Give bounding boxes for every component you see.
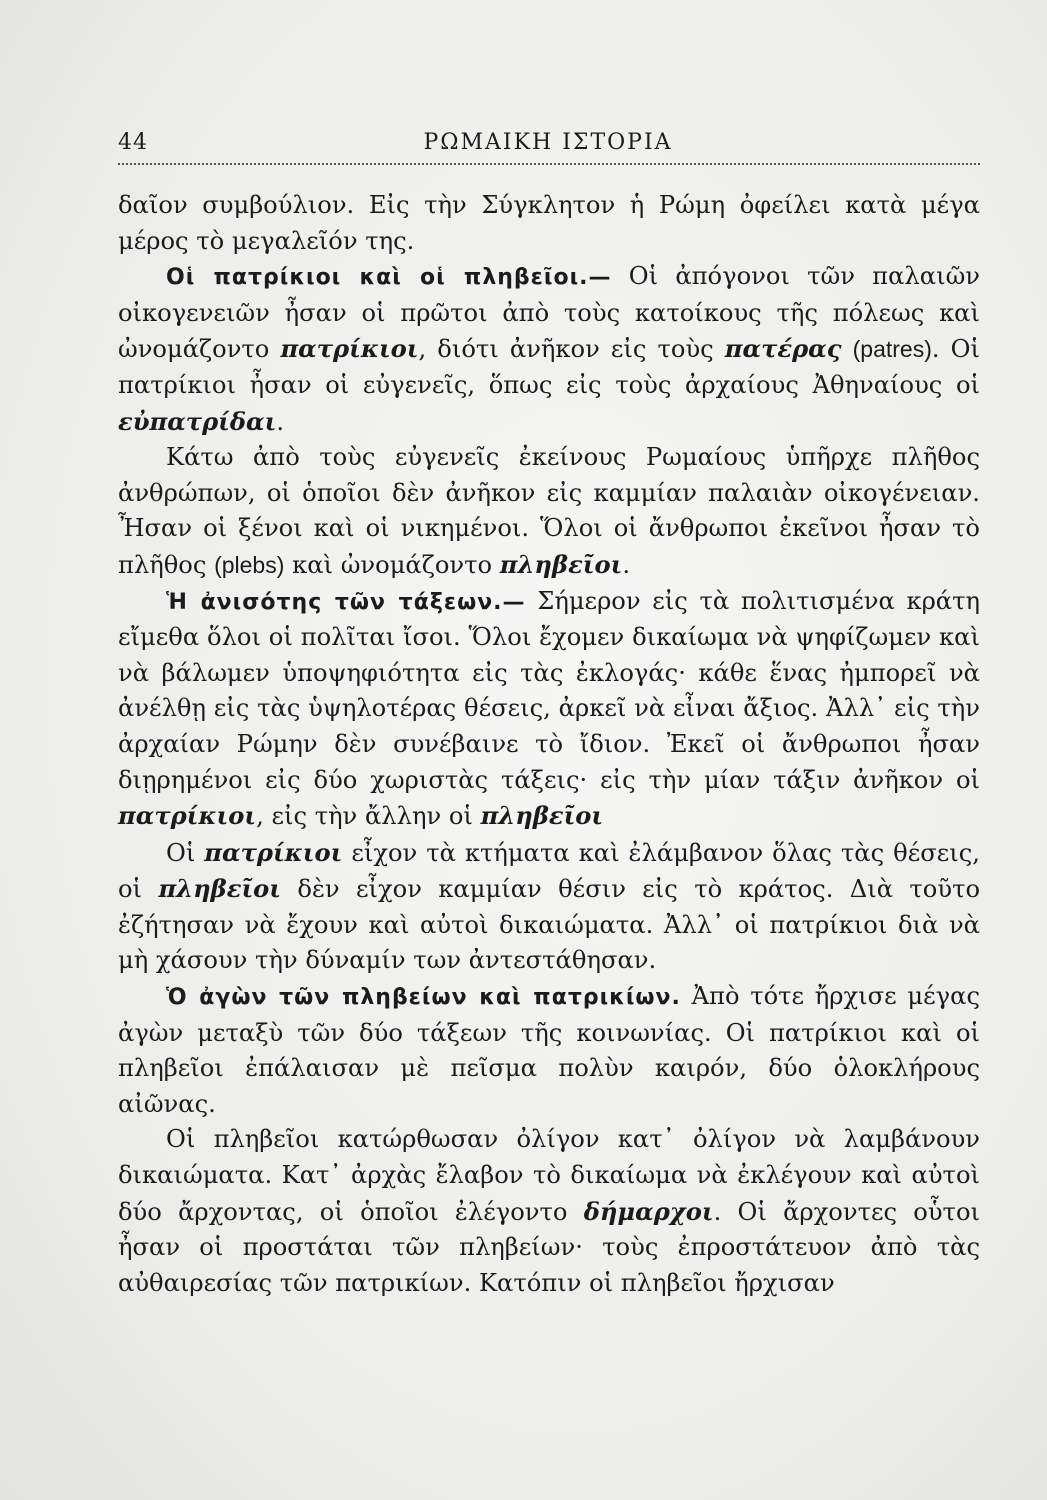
- paragraph-3: Κάτω ἀπὸ τοὺς εὐγενεῖς ἐκείνους Ρωμαίους ὑπῆρχε πλῆθος ἀνθρώπων, οἱ ὁποῖοι δὲν ἀνῆκον εἰς καμμίαν παλαιὰν οἰκογένειαν. Ἦσαν οἱ ξένοι καὶ οἱ νικημένοι. Ὅλοι οἱ ἄνθρωποι ἐκεῖνοι ἦσαν τὸ πλῆθος (plebs) καὶ ὠνομάζοντο πληβεῖοι.: [118, 443, 980, 579]
- section-heading-patricians-plebeians: Οἱ πατρίκιοι καὶ οἱ πληβεῖοι.—: [166, 265, 612, 291]
- paragraph-6: Ὁ ἀγὼν τῶν πληβείων καὶ πατρικίων. Ἀπὸ τότε ἤρχισε μέγας ἀγὼν μεταξὺ τῶν δύο τάξεων τῆς κοινωνίας. Οἱ πατρίκιοι καὶ οἱ πληβεῖοι ἐπάλαισαν μὲ πεῖσμα πολὺν καιρόν, δύο ὁλοκλήρους αἰῶνας.: [118, 982, 980, 1118]
- term-plebeioi: πληβεῖοι: [480, 801, 604, 831]
- paragraph-2: Οἱ πατρίκιοι καὶ οἱ πληβεῖοι.— Οἱ ἀπόγονοι τῶν παλαιῶν οἰκογενειῶν ἦσαν οἱ πρῶτοι ἀπὸ τοὺς κατοίκους τῆς πόλεως καὶ ὠνομάζοντο πατρίκιοι, διότι ἀνῆκον εἰς τοὺς πατέρας (patres). Οἱ πατρίκιοι ἦσαν οἱ εὐγενεῖς, ὅπως εἰς τοὺς ἀρχαίους Ἀθηναίους οἱ εὐπατρίδαι.: [118, 262, 980, 436]
- section-heading-struggle: Ὁ ἀγὼν τῶν πληβείων καὶ πατρικίων.: [166, 985, 681, 1011]
- term-patrikioi: πατρίκιοι: [118, 801, 257, 831]
- running-title: ΡΩΜΑΙΚΗ ΙΣΤΟΡΙΑ: [423, 130, 673, 155]
- latin-plebs: (plebs): [214, 551, 285, 578]
- paragraph-5: Οἱ πατρίκιοι εἶχον τὰ κτήματα καὶ ἐλάμβανον ὅλας τὰς θέσεις, οἱ πληβεῖοι δὲν εἶχον καμμίαν θέσιν εἰς τὸ κράτος. Διὰ τοῦτο ἐζήτησαν νὰ ἔχουν καὶ αὐτοὶ δικαιώματα. Ἀλλ᾿ οἱ πατρίκιοι διὰ νὰ μὴ χάσουν τὴν δύναμίν των ἀντεστάθησαν.: [118, 837, 981, 975]
- page-header: [118, 130, 978, 162]
- term-patrikioi: πατρίκιοι: [280, 334, 419, 364]
- term-plebeioi: πληβεῖοι: [158, 874, 281, 904]
- term-patrikioi: πατρίκιοι: [204, 837, 343, 867]
- term-eupatridai: εὐπατρίδαι: [118, 406, 277, 436]
- paragraph-1: δαῖον συμβούλιον. Εἰς τὴν Σύγκλητον ἡ Ρώμη ὀφείλει κατὰ μέγα μέρος τὸ μεγαλεῖόν της.: [118, 191, 980, 255]
- term-pateras: πατέρας: [724, 334, 842, 364]
- term-demarchoi: δήμαρχοι: [583, 1196, 714, 1226]
- paragraph-4: Ἡ ἀνισότης τῶν τάξεων.— Σήμερον εἰς τὰ πολιτισμένα κράτη εἴμεθα ὅλοι οἱ πολῖται ἴσοι. Ὅλοι ἔχομεν δικαίωμα νὰ ψηφίζωμεν καὶ νὰ βάλωμεν ὑποψηφιότητα εἰς τὰς ἐκλογάς· κάθε ἕνας ἠμπορεῖ νὰ ἀνέλθῃ εἰς τὰς ὑψηλοτέρας θέσεις, ἀρκεῖ νὰ εἶναι ἄξιος. Ἀλλ᾿ εἰς τὴν ἀρχαίαν Ρώμην δὲν συνέβαινε τὸ ἴδιον. Ἐκεῖ οἱ ἄνθρωποι ἦσαν διῃρημένοι εἰς δύο χωριστὰς τάξεις· εἰς τὴν μίαν τάξιν ἀνῆκον οἱ πατρίκιοι, εἰς τὴν ἄλλην οἱ πληβεῖοι: [118, 586, 981, 831]
- latin-patres: (patres): [852, 336, 932, 363]
- page-number: 44: [118, 130, 148, 155]
- section-heading-class-inequality: Ἡ ἀνισότης τῶν τάξεων.—: [166, 589, 526, 615]
- paragraph-7: Οἱ πληβεῖοι κατώρθωσαν ὀλίγον κατ᾿ ὀλίγον νὰ λαμβάνουν δικαιώματα. Κατ᾿ ἀρχὰς ἔλαβον τὸ δικαίωμα νὰ ἐκλέγουν καὶ αὐτοὶ δύο ἄρχοντας, οἱ ὁποῖοι ἐλέγοντο δήμαρχοι. Οἱ ἄρχοντες οὗτοι ἦσαν οἱ προστάται τῶν πληβείων· τοὺς ἐπροστάτευον ἀπὸ τὰς αὐθαιρεσίας τῶν πατρικίων. Κατόπιν οἱ πληβεῖοι ἤρχισαν: [118, 1125, 980, 1297]
- header-divider: [118, 163, 980, 165]
- page-body: [118, 188, 980, 1301]
- term-plebeioi: πληβεῖοι: [499, 549, 623, 579]
